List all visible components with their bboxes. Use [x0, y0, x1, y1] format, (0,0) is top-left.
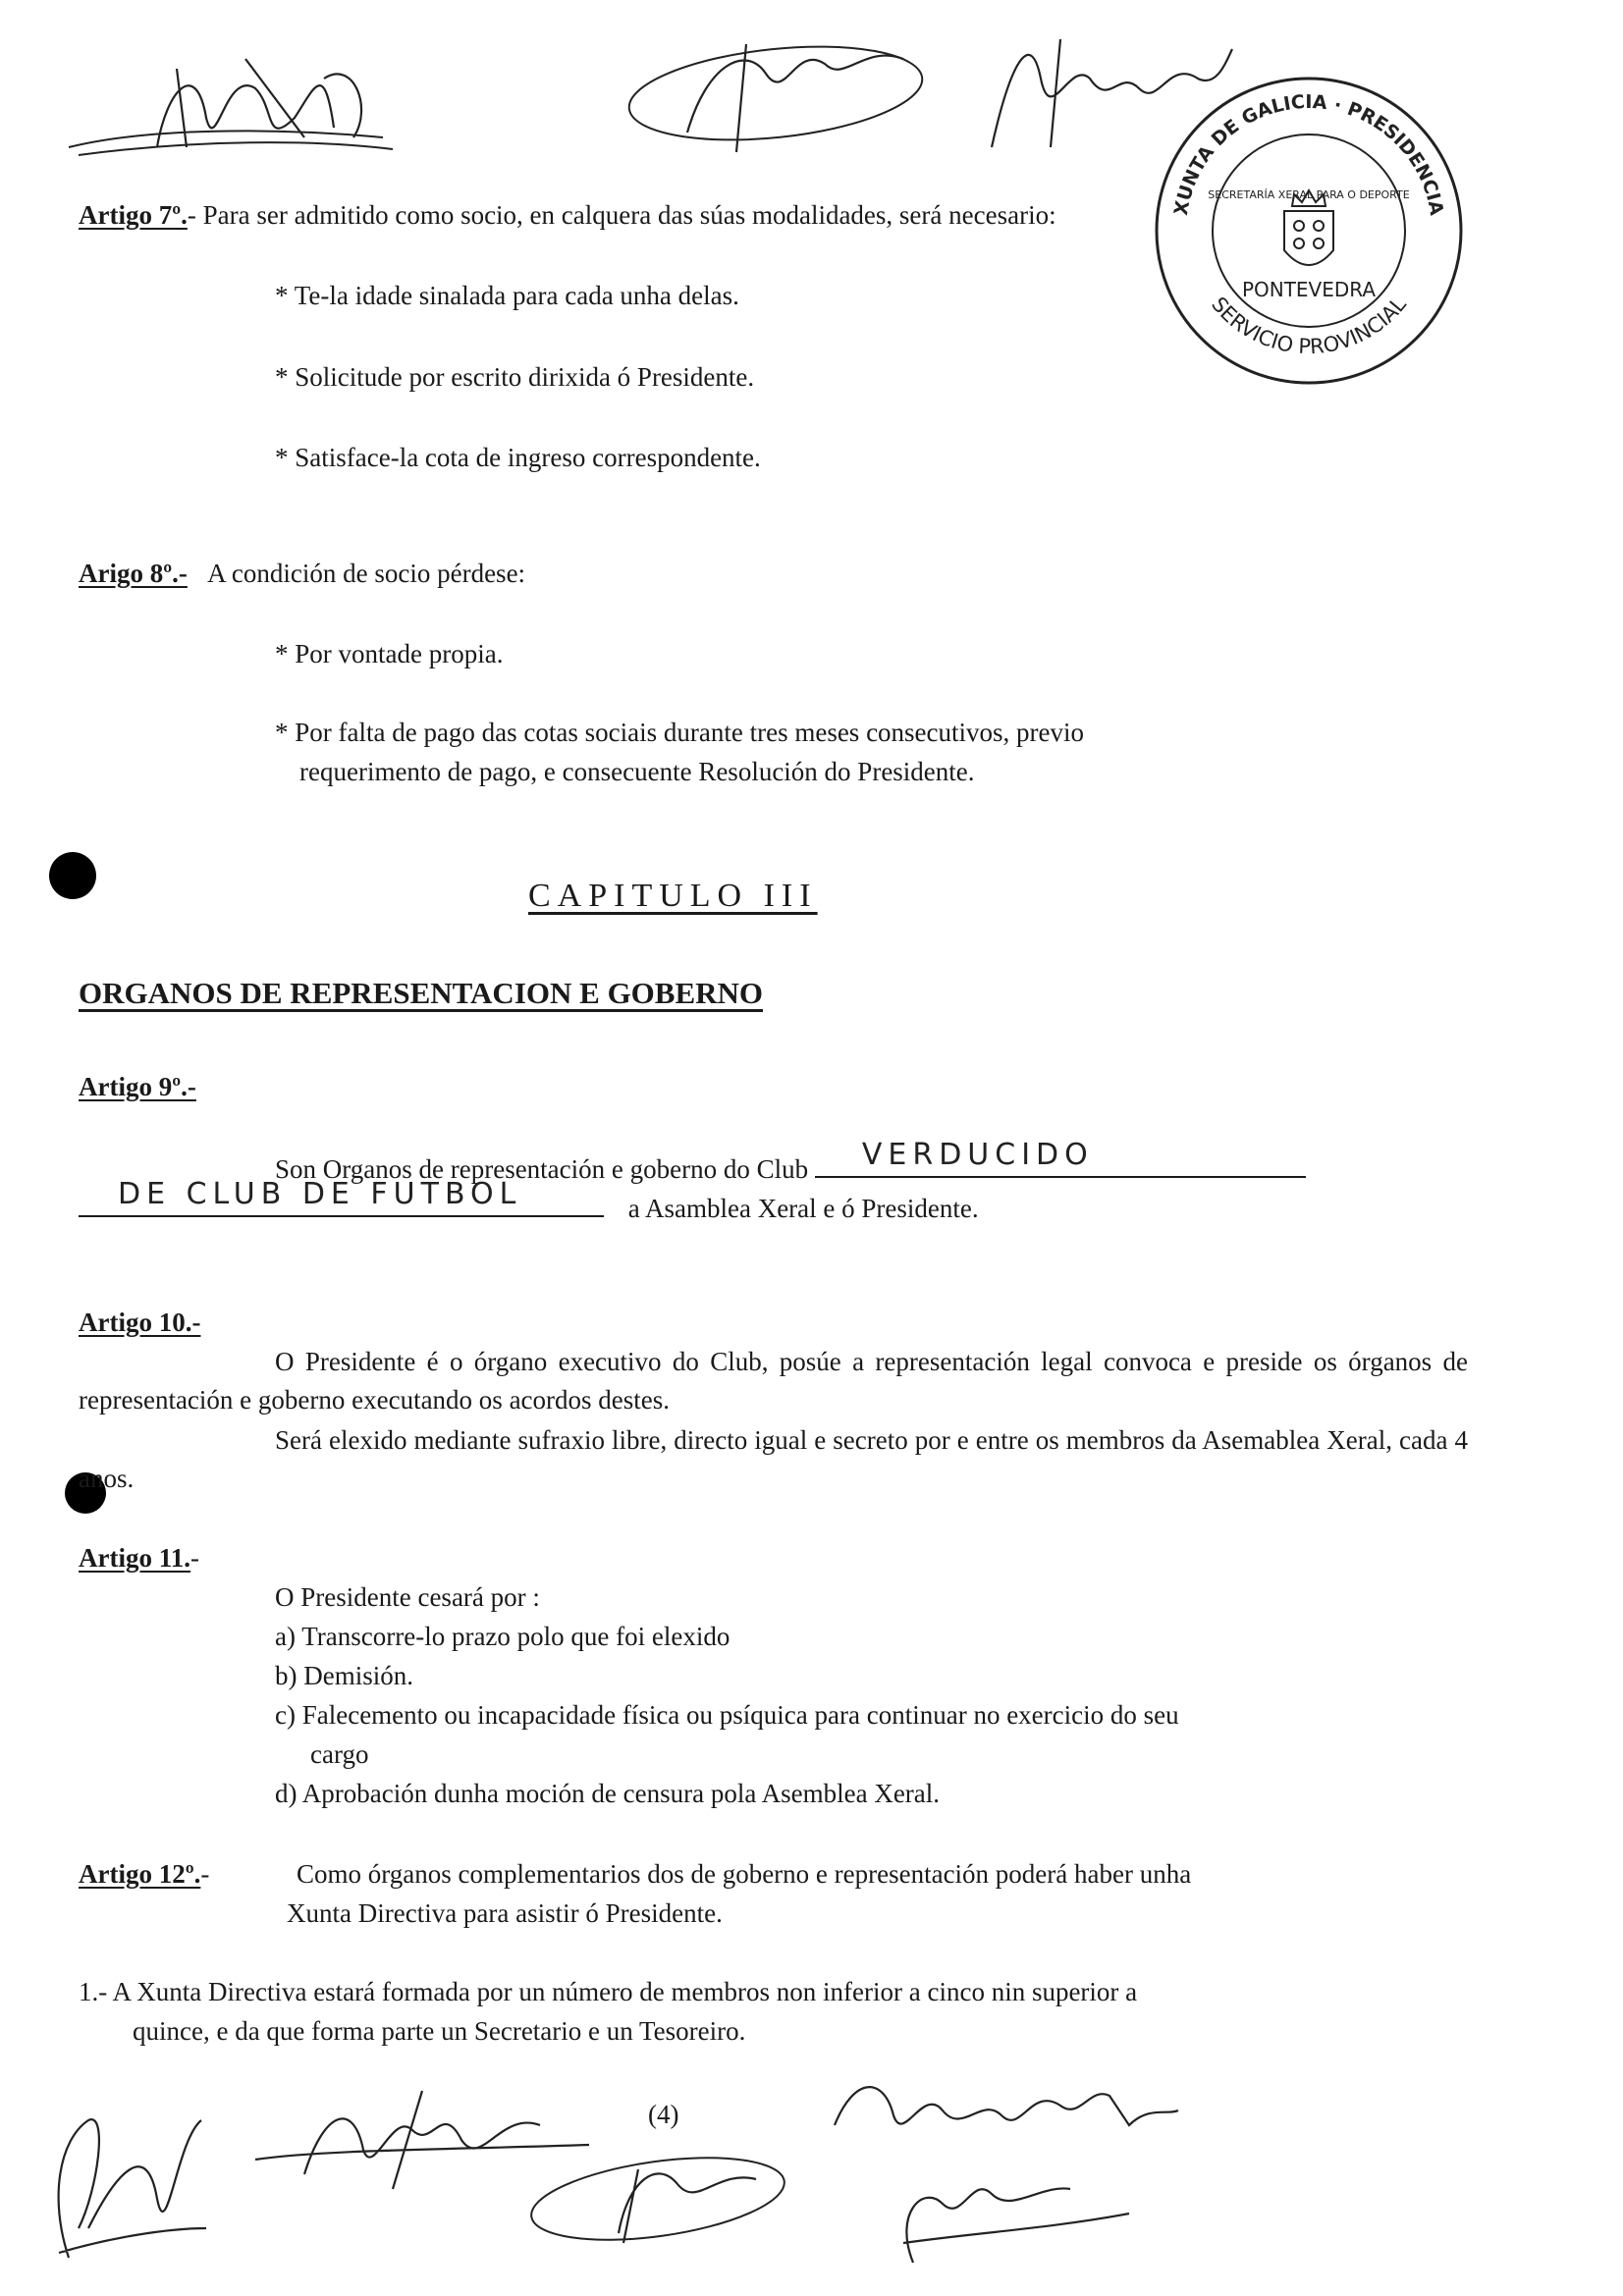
- artigo-11-label-tail: -: [190, 1543, 199, 1573]
- coat-of-arms-icon: [1284, 190, 1333, 265]
- club-type-handwritten: DE CLUB DE FUTBOL: [118, 1176, 522, 1211]
- artigo-8-item: * Por vontade propia.: [275, 639, 504, 668]
- artigo-10-paragraph-2: Será elexido mediante sufraxio libre, directo igual e secreto por e entre os membros da Asemablea Xeral, cada 4 anos.: [79, 1425, 1468, 1494]
- official-stamp: [1147, 69, 1471, 393]
- club-name-blank: [815, 1137, 1306, 1178]
- artigo-9-text: Son Organos de representación e goberno do Club: [275, 1154, 809, 1184]
- stamp-top-text: XUNTA DE GALICIA · PRESIDENCIA: [1169, 90, 1448, 217]
- artigo-7-item: * Solicitude por escrito dirixida ó Presidente.: [275, 362, 755, 392]
- artigo-8-item-continued: requerimento de pago, e consecuente Resolución do Presidente.: [299, 757, 975, 786]
- point-1-line1: 1.- A Xunta Directiva estará formada por un número de membros non inferior a cinco nin superior a: [79, 1977, 1138, 2006]
- artigo-11-item-continued: cargo: [310, 1739, 369, 1769]
- page-number: (4): [648, 2100, 679, 2129]
- signature-top-center: [628, 25, 952, 162]
- artigo-11-heading: [79, 1539, 199, 1577]
- artigo-12-line1: Como órganos complementarios dos de goberno e representación poderá haber unha: [297, 1859, 1192, 1889]
- artigo-12-line2: Xunta Directiva para asistir ó Presidente.: [287, 1898, 723, 1928]
- artigo-11-item: a) Transcorre-lo prazo polo que foi elexido: [275, 1622, 730, 1651]
- artigo-8-intro: A condición de socio pérdese:: [207, 559, 526, 588]
- artigo-12-label-tail: -: [200, 1859, 210, 1889]
- artigo-7-heading: [79, 196, 1056, 235]
- artigo-7-label: Artigo 7º.: [79, 200, 188, 230]
- artigo-8-item: * Por falta de pago das cotas sociais durante tres meses consecutivos, previo: [275, 718, 1085, 747]
- svg-text:SERVICIO PROVINCIAL: [1207, 293, 1411, 358]
- artigo-12-label: Artigo 12º.: [79, 1859, 201, 1889]
- artigo-10-paragraph-1: O Presidente é o órgano executivo do Club, posúe a representación legal convoca e preside os órganos de representación e goberno executando os acordos destes.: [79, 1347, 1468, 1415]
- stamp-bottom-text: SERVICIO PROVINCIAL: [1207, 293, 1411, 359]
- artigo-11-label: Artigo 11.: [79, 1543, 190, 1573]
- artigo-9-line2: [79, 1176, 979, 1228]
- artigo-8-label: Arigo 8º.-: [79, 559, 188, 588]
- artigo-9-text-end: a Asamblea Xeral e ó Presidente.: [627, 1194, 979, 1223]
- artigo-7-intro: - Para ser admitido como socio, en calquera das súas modalidades, será necesario:: [187, 200, 1056, 230]
- stamp-mid-text: SECRETARÍA XERAL PARA O DEPORTE: [1208, 188, 1410, 201]
- section-title: ORGANOS DE REPRESENTACION E GOBERNO: [79, 976, 764, 1010]
- signature-top-left: [59, 29, 471, 177]
- signature-bottom-left: [29, 2081, 216, 2277]
- club-type-blank: [79, 1176, 604, 1217]
- artigo-11-item: c) Falecemento ou incapacidade física ou psíquica para continuar no exercicio do seu: [275, 1700, 1179, 1730]
- artigo-7-item: * Satisface-la cota de ingreso correspondente.: [275, 443, 761, 472]
- artigo-7-item: * Te-la idade sinalada para cada unha delas.: [275, 281, 739, 310]
- club-name-handwritten: VERDUCIDO: [861, 1137, 1094, 1172]
- artigo-10-label: Artigo 10.-: [79, 1308, 201, 1337]
- point-1-line2: quince, e da que forma parte un Secretario e un Tesoreiro.: [133, 2016, 746, 2046]
- artigo-11-intro: O Presidente cesará por :: [275, 1582, 540, 1612]
- artigo-11-item: b) Demisión.: [275, 1661, 413, 1690]
- artigo-8-heading: [79, 555, 525, 593]
- signature-bottom-center: [530, 2140, 805, 2248]
- chapter-title: CAPITULO III: [528, 878, 818, 914]
- artigo-9-label: Artigo 9º.-: [79, 1072, 196, 1101]
- stamp-city-text: PONTEVEDRA: [1241, 278, 1377, 301]
- artigo-12-heading: [79, 1855, 209, 1894]
- punch-hole-mark: [49, 852, 96, 899]
- artigo-11-item: d) Aprobación dunha moción de censura pola Asemblea Xeral.: [275, 1779, 941, 1808]
- signature-bottom-right: [815, 2066, 1188, 2272]
